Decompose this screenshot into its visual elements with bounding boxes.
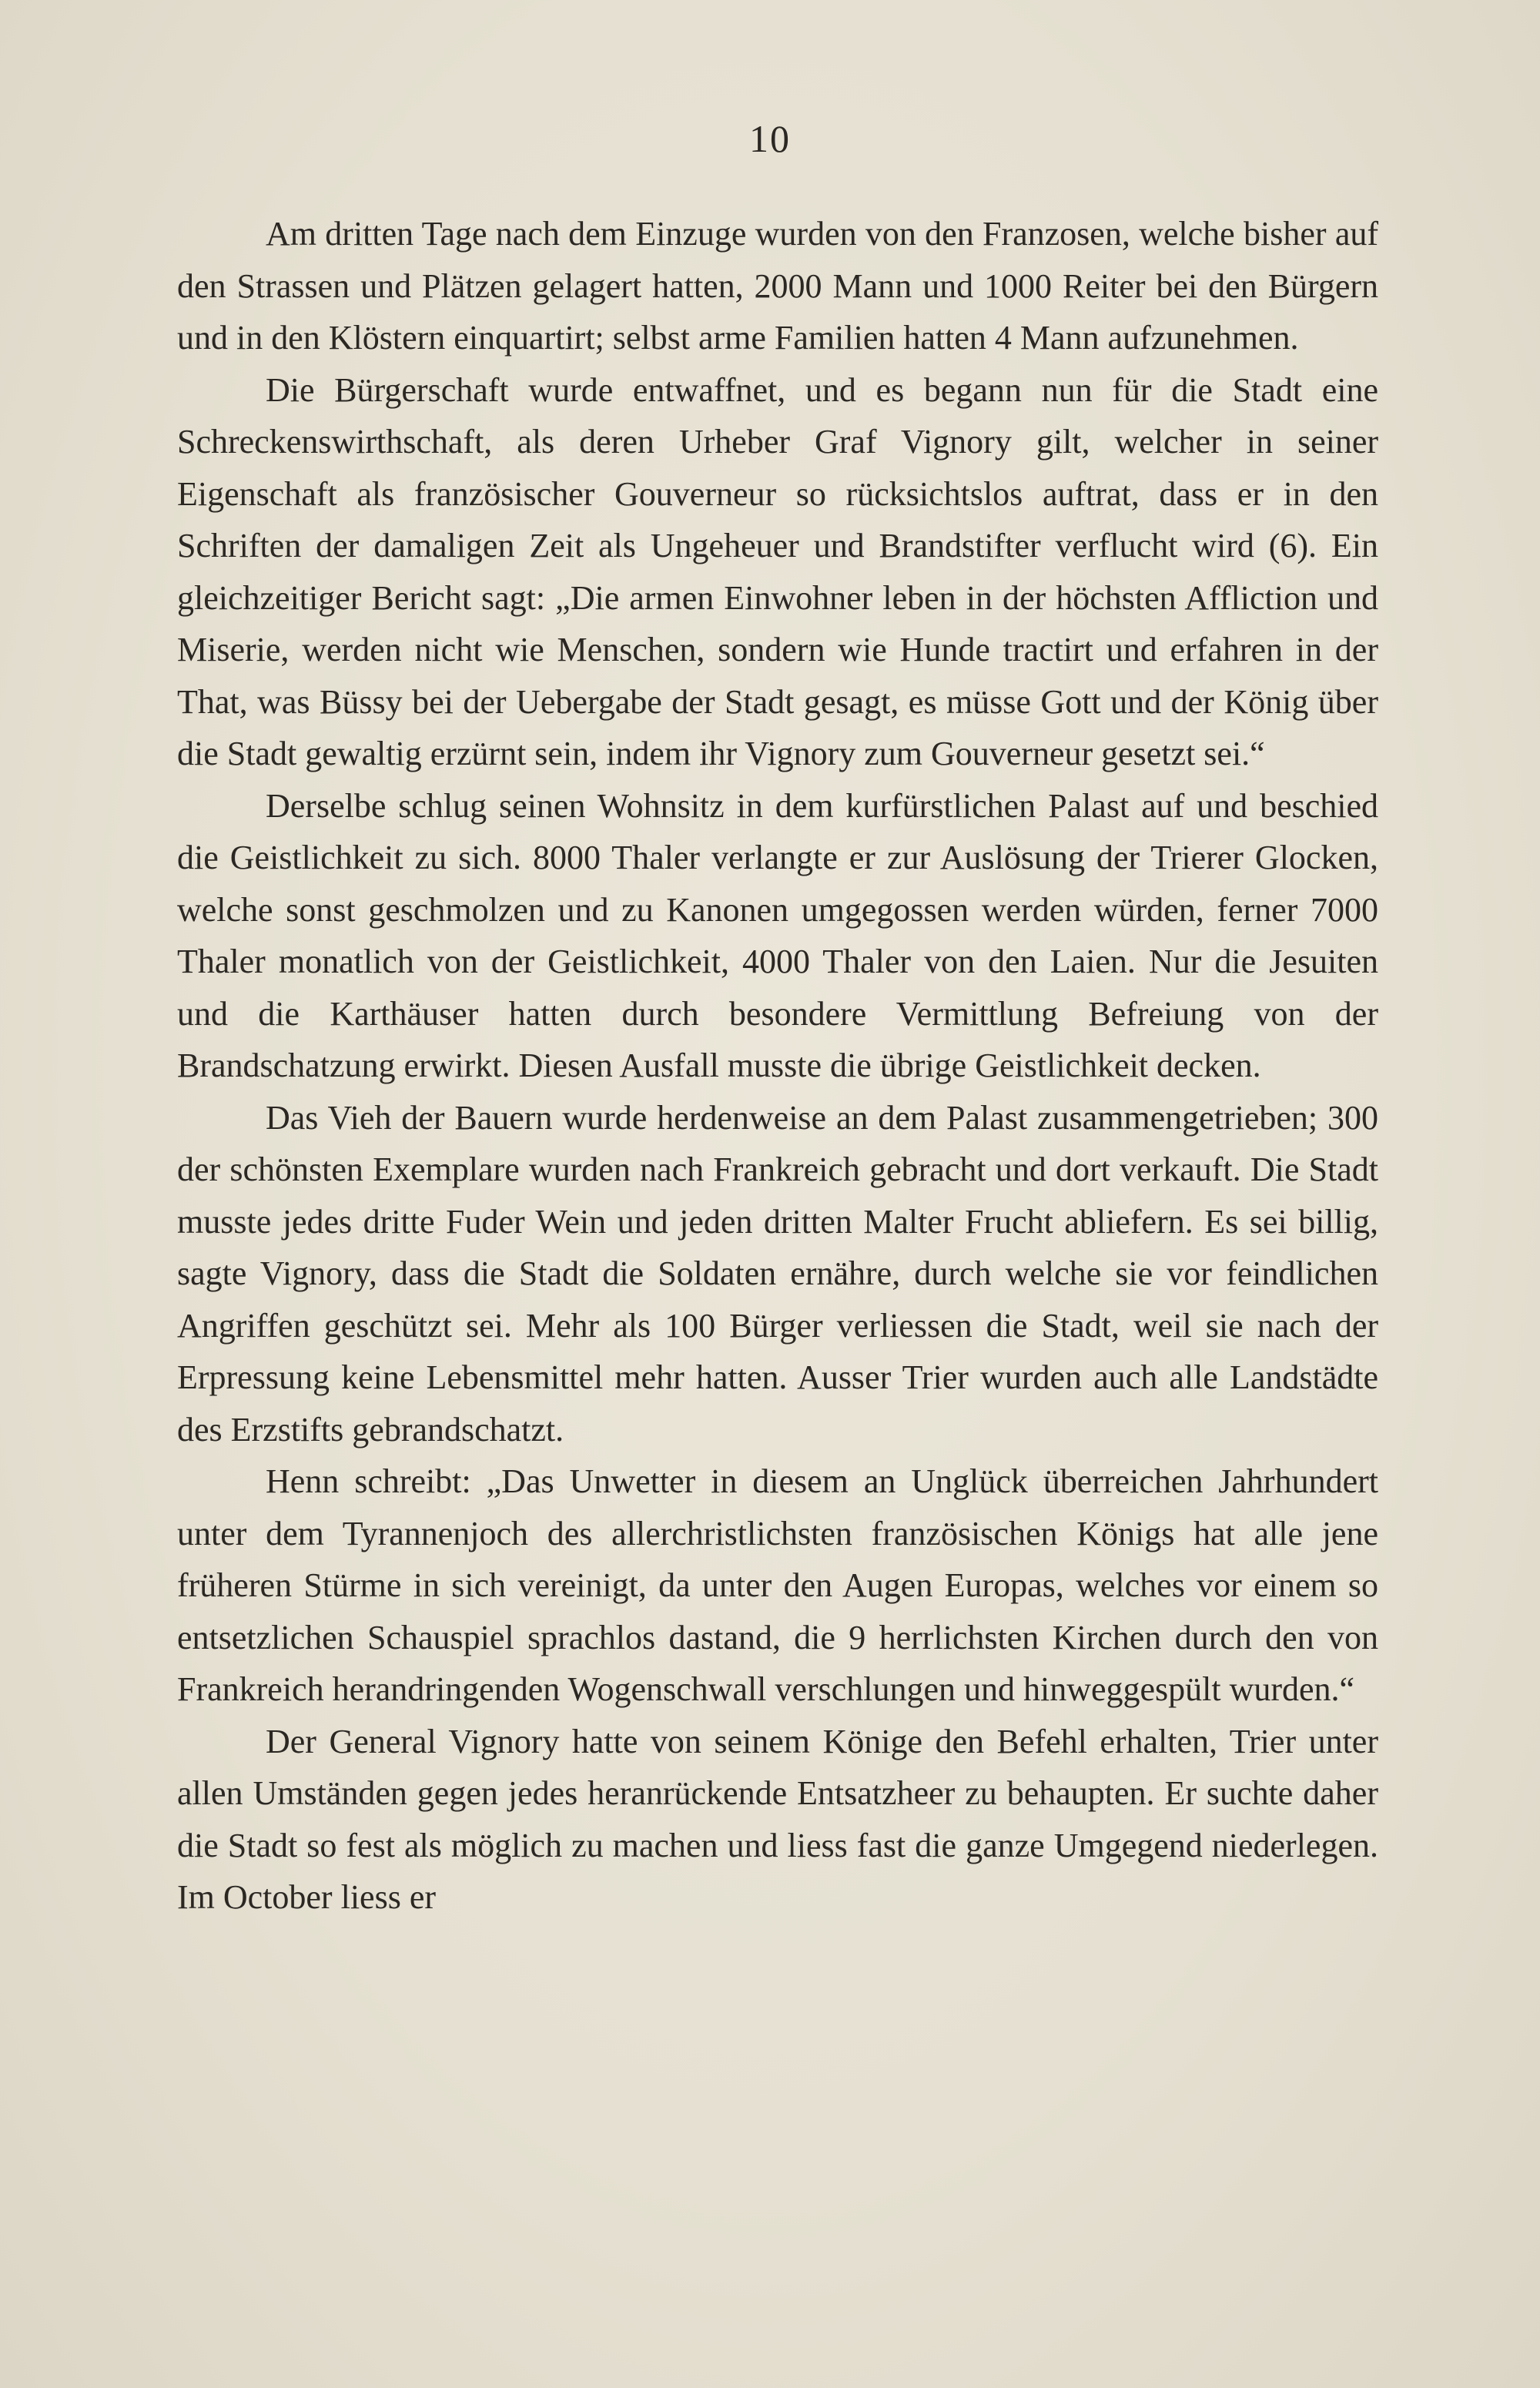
paragraph: Die Bürgerschaft wurde entwaffnet, und es begann nun für die Stadt eine Schreckenswirthschaft, als deren Urheber Graf Vignory gilt, welcher in seiner Eigenschaft als französischer Gouverneur so rücksichtslos auftrat, dass er in den Schriften der damaligen Zeit als Ungeheuer und Brandstifter verflucht wird (6). Ein gleichzeitiger Bericht sagt: „Die armen Einwohner leben in der höchsten Affliction und Miserie, werden nicht wie Menschen, sondern wie Hunde tractirt und erfahren in der That, was Büssy bei der Uebergabe der Stadt gesagt, es müsse Gott und der König über die Stadt gewaltig erzürnt sein, indem ihr Vignory zum Gouverneur gesetzt sei.“ — [177, 370, 1378, 772]
paragraph: Das Vieh der Bauern wurde herdenweise an dem Palast zusammengetrieben; 300 der schönsten Exemplare wurden nach Frankreich gebracht und dort verkauft. Die Stadt musste jedes dritte Fuder Wein und jeden dritten Malter Frucht abliefern. Es sei billig, sagte Vignory, dass die Stadt die Soldaten ernähre, durch welche sie vor feindlichen Angriffen geschützt sei. Mehr als 100 Bürger verliessen die Stadt, weil sie nach der Erpressung keine Lebensmittel mehr hatten. Ausser Trier wurden auch alle Landstädte des Erzstifts gebrandschatzt. — [177, 1098, 1378, 1449]
body-text — [177, 208, 1378, 1924]
paragraph-last: Der General Vignory hatte von seinem Könige den Befehl erhalten, Trier unter allen Umständen gegen jedes heranrückende Entsatzheer zu behaupten. Er suchte daher die Stadt so fest als möglich zu machen und liess fast die ganze Umgegend niederlegen. Im October liess er — [177, 1722, 1378, 1916]
paragraph: Am dritten Tage nach dem Einzuge wurden von den Franzosen, welche bisher auf den Strassen und Plätzen gelagert hatten, 2000 Mann und 1000 Reiter bei den Bürgern und in den Klöstern einquartirt; selbst arme Familien hatten 4 Mann aufzunehmen. — [177, 215, 1378, 357]
page-number: 10 — [749, 117, 791, 160]
paragraph: Derselbe schlug seinen Wohnsitz in dem kurfürstlichen Palast auf und beschied die Geistlichkeit zu sich. 8000 Thaler verlangte er zur Auslösung der Trierer Glocken, welche sonst geschmolzen und zu Kanonen umgegossen werden würden, ferner 7000 Thaler monatlich von der Geistlichkeit, 4000 Thaler von den Laien. Nur die Jesuiten und die Karthäuser hatten durch besondere Vermittlung Befreiung von der Brandschatzung erwirkt. Diesen Ausfall musste die übrige Geistlichkeit decken. — [177, 786, 1378, 1084]
paragraph: Henn schreibt: „Das Unwetter in diesem an Unglück überreichen Jahrhundert unter dem Tyrannenjoch des allerchristlichsten französischen Königs hat alle jene früheren Stürme in sich vereinigt, da unter den Augen Europas, welches vor einem so entsetzlichen Schauspiel sprachlos dastand, die 9 herrlichsten Kirchen durch den von Frankreich herandringenden Wogenschwall verschlungen und hinweggespült wurden.“ — [177, 1462, 1378, 1708]
